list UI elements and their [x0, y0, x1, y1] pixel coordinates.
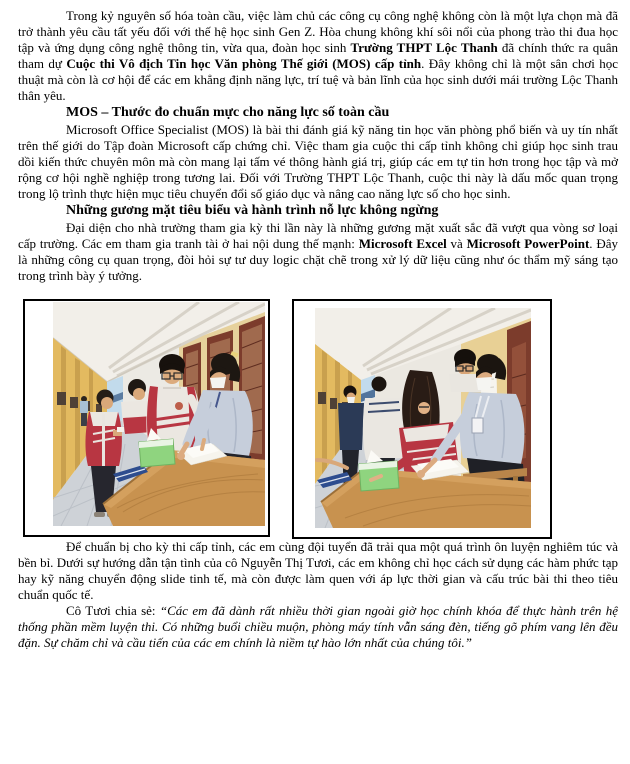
paragraph-intro: Trong kỷ nguyên số hóa toàn cầu, việc làm chủ các công cụ công nghệ không còn là một lựa chọn mà đã trở thành yêu cầu tất yếu đối với thế hệ học sinh Gen Z. Hòa chung không khí sôi nổi của phong trào thi đua học tập và ứng dụng công nghệ thông tin, vừa qua, đoàn học sinh Trường THPT Lộc Thanh đã chính thức ra quân tham dự Cuộc thi Vô địch Tin học Văn phòng Thế giới (MOS) cấp tỉnh. Đây không chỉ là một sân chơi học thuật mà còn là cơ hội để các em khẳng định năng lực, trí tuệ và bản lĩnh của học sinh dưới mái trường Lộc Thanh thân yêu.	[18, 8, 619, 103]
paragraph-teacher-quote: Cô Tươi chia sẻ: “Các em đã dành rất nhiều thời gian ngoài giờ học chính khóa để thực hành trên hệ thống phần mềm luyện thi. Có những buổi chiều muộn, phòng máy tính vẫn sáng đèn, tiếng gõ phím vang lên đều đặn. Sự chăm chỉ và cầu tiến của các em chính là niềm tự hào lớn nhất của chúng tôi.”	[18, 603, 618, 650]
face-mask	[210, 377, 226, 388]
paragraph-preparation: Để chuẩn bị cho kỳ thi cấp tỉnh, các em cùng đội tuyển đã trải qua một quá trình ôn luyện nghiêm túc và bền bỉ. Dưới sự hướng dẫn tận tình của cô Nguyễn Thị Tươi, các em không chỉ học cách sử dụng các hàm phức tạp hay kỹ năng chuyển động slide tinh tế, mà còn được làm quen với áp lực thời gian và cấu trúc bài thi theo tiêu chuẩn quốc tế.	[18, 539, 618, 602]
photo-right-signin	[315, 308, 531, 528]
teacher-hand	[177, 452, 185, 460]
teacher-hand	[417, 470, 425, 478]
photo-row	[23, 299, 618, 539]
paragraph-contestants: Đại diện cho nhà trường tham gia kỳ thi lần này là những gương mặt xuất sắc đã vượt qua vòng sơ loại cấp trường. Các em tham gia tranh tài ở hai nội dung thế mạnh: Microsoft Excel và Microsoft PowerPoint. Đây là những công cụ quan trọng, đòi hỏi sự tư duy logic chặt chẽ trong xử lý dữ liệu cũng như óc thẩm mỹ sáng tạo trong trình bày ý tưởng.	[18, 220, 618, 283]
id-card	[472, 418, 483, 433]
photo-frame-right	[292, 299, 552, 539]
photo-left-checkin	[53, 302, 265, 526]
heading-mos-standard: MOS – Thước đo chuẩn mực cho năng lực số toàn cầu	[66, 105, 390, 120]
paragraph-mos-description: Microsoft Office Specialist (MOS) là bài thi đánh giá kỹ năng tin học văn phòng phổ biến và uy tín nhất trên thế giới do Tập đoàn Microsoft cấp chứng chỉ. Việc tham gia cuộc thi cấp tỉnh không chỉ giúp học sinh trau dồi kiến thức chuyên môn mà còn mang lại tấm vé thông hành giá trị, giúp các em tự tin hơn trong học tập và mở rộng cơ hội nghề nghiệp trong tương lai. Đối với Trường THPT Lộc Thanh, cuộc thi này là dấu mốc quan trọng trong lộ trình thực hiện mục tiêu chuyển đổi số giáo dục và nâng cao năng lực số cho học sinh.	[18, 122, 618, 201]
heading-featured-faces: Những gương mặt tiêu biểu và hành trình nỗ lực không ngừng	[66, 203, 439, 218]
photo-frame-left	[23, 299, 270, 537]
face-mask	[476, 377, 492, 390]
student-hand	[202, 440, 204, 449]
